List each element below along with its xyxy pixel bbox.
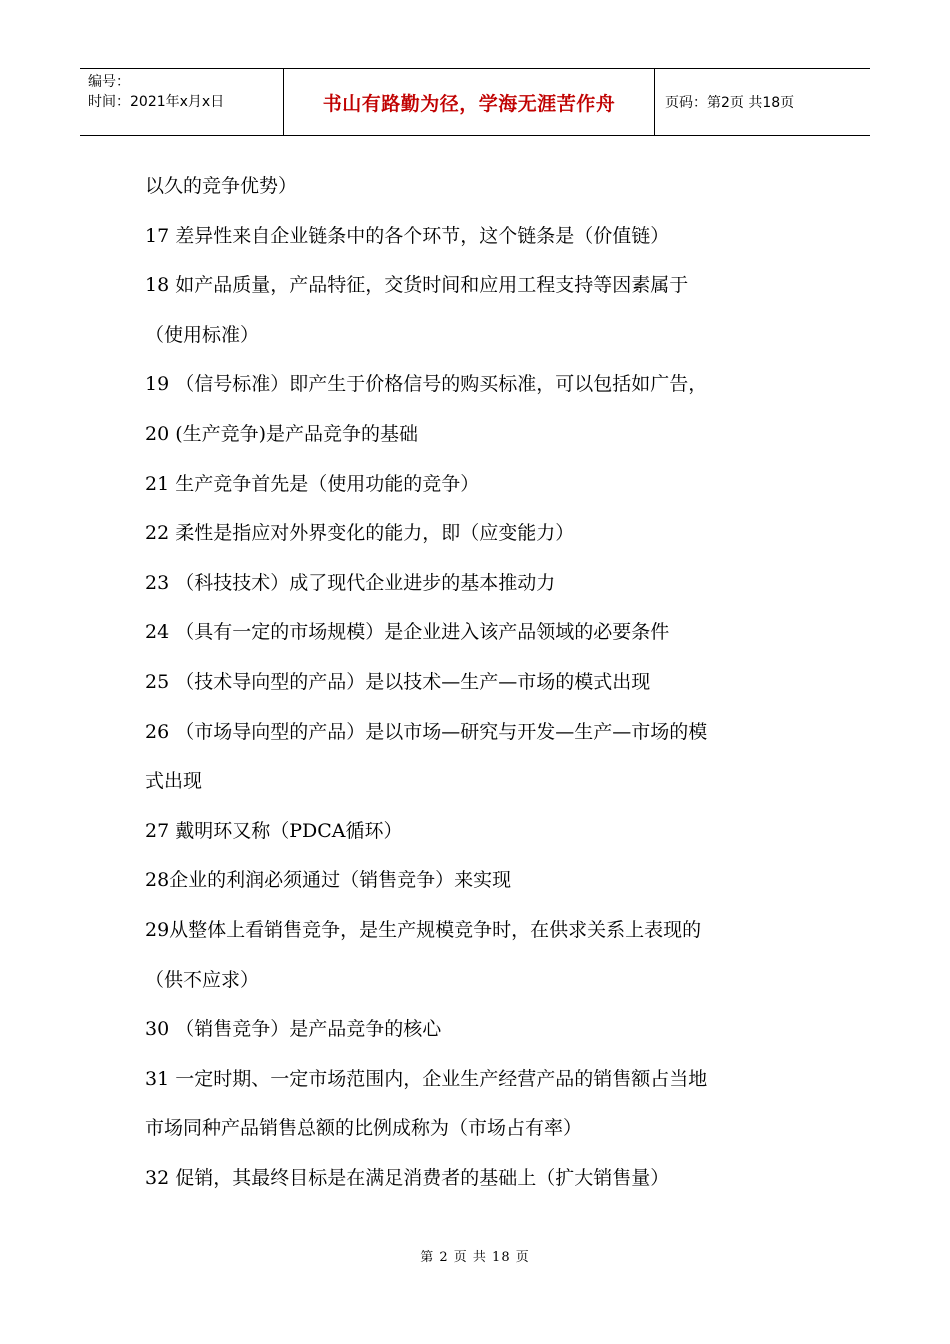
- page-footer: 第 2 页 共 18 页: [420, 1250, 530, 1265]
- text-line: 式出现: [145, 770, 203, 793]
- text-line: （使用标准）: [145, 323, 260, 346]
- text-line: 28企业的利润必须通过（销售竞争）来实现: [145, 869, 512, 892]
- text-line: 市场同种产品销售总额的比例成称为（市场占有率）: [145, 1117, 583, 1140]
- text-line: 17 差异性来自企业链条中的各个环节，这个链条是（价值链）: [145, 224, 670, 247]
- text-line: （供不应求）: [145, 968, 260, 991]
- header-motto: 书山有路勤为径，学海无涯苦作舟: [283, 69, 655, 135]
- text-line: 29从整体上看销售竞争，是生产规模竞争时，在供求关系上表现的: [145, 918, 702, 941]
- document-header: [80, 68, 870, 136]
- text-line: 31 一定时期、一定市场范围内，企业生产经营产品的销售额占当地: [145, 1067, 708, 1090]
- text-line: 32 促销，其最终目标是在满足消费者的基础上（扩大销售量）: [145, 1166, 670, 1189]
- text-line: 20 (生产竞争)是产品竞争的基础: [145, 422, 419, 445]
- text-line: 27 戴明环又称（PDCA循环）: [145, 819, 403, 842]
- text-line: 18 如产品质量，产品特征，交货时间和应用工程支持等因素属于: [145, 274, 689, 297]
- text-line: 26 （市场导向型的产品）是以市场—研究与开发—生产—市场的模: [145, 720, 708, 743]
- text-line: 24 （具有一定的市场规模）是企业进入该产品领域的必要条件: [145, 621, 670, 644]
- document-body: [145, 162, 815, 1203]
- date-label: 时间：2021年x月x日: [88, 94, 225, 110]
- text-line: 25 （技术导向型的产品）是以技术—生产—市场的模式出现: [145, 670, 651, 693]
- text-line: 21 生产竞争首先是（使用功能的竞争）: [145, 472, 480, 495]
- serial-label: 编号：: [88, 74, 130, 90]
- header-meta: [80, 69, 283, 135]
- text-line: 22 柔性是指应对外界变化的能力，即（应变能力）: [145, 522, 575, 545]
- text-line: 以久的竞争优势）: [145, 175, 298, 197]
- header-page-info: 页码：第2页 共18页: [665, 95, 795, 111]
- text-line: 23 （科技技术）成了现代企业进步的基本推动力: [145, 571, 556, 594]
- text-line: 19 （信号标准）即产生于价格信号的购买标准，可以包括如广告，: [145, 373, 708, 396]
- text-line: 30 （销售竞争）是产品竞争的核心: [145, 1018, 442, 1041]
